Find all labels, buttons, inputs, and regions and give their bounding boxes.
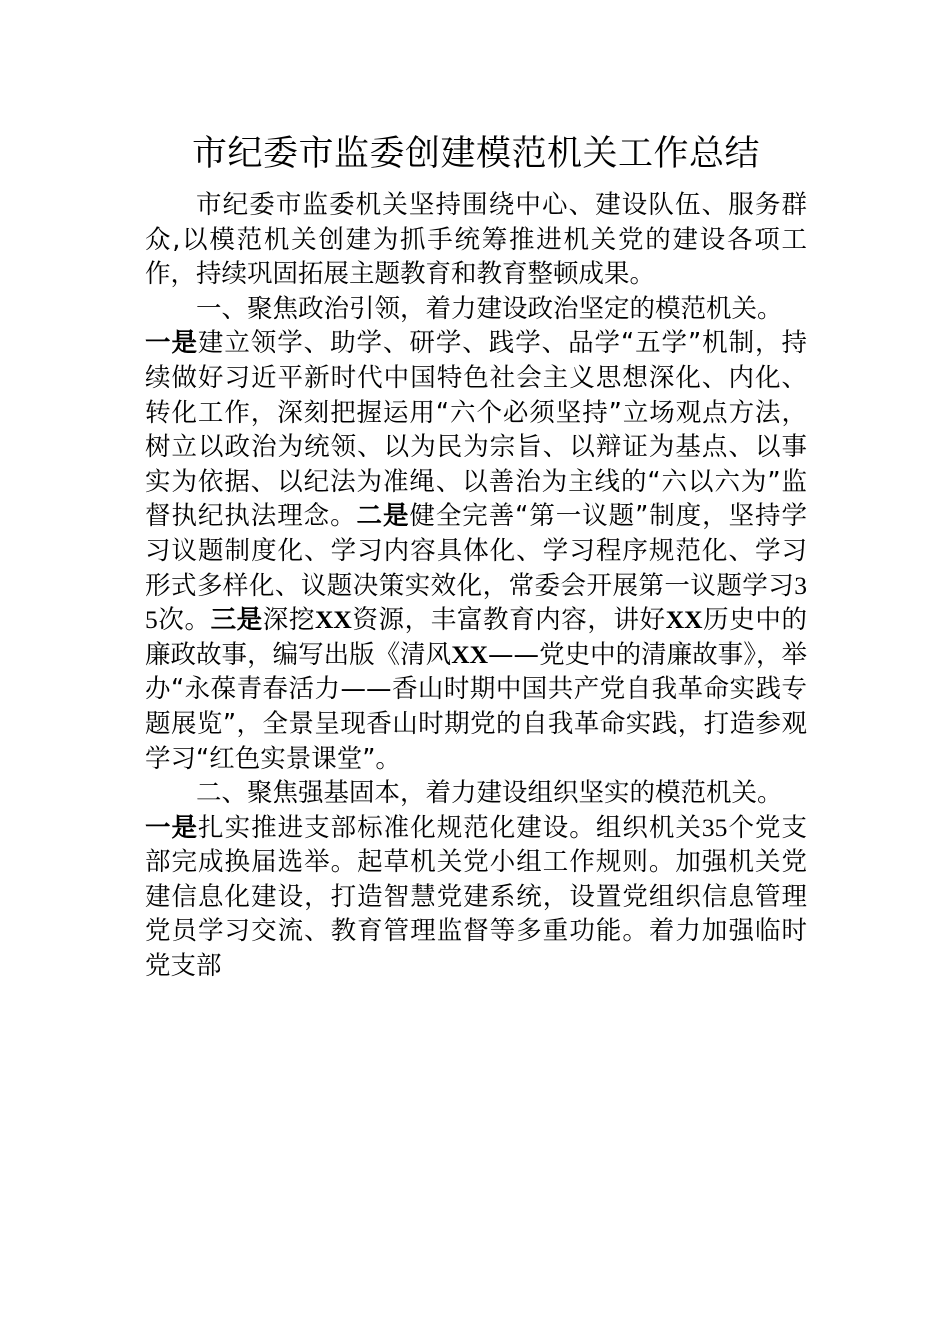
section1-label-1: 一是 bbox=[145, 328, 198, 359]
section2-label-1: 一是 bbox=[145, 812, 199, 843]
document-title: 市纪委市监委创建模范机关工作总结 bbox=[191, 134, 760, 174]
section1-xx-2: XX bbox=[665, 605, 703, 635]
section2-heading: 二、聚焦强基固本，着力建设组织坚实的模范机关。 bbox=[196, 778, 783, 809]
section1-text-3b: 资源，丰富教育内容，讲好 bbox=[351, 605, 666, 636]
section2-num-1: 35 bbox=[701, 812, 728, 842]
section1-body bbox=[145, 326, 807, 776]
section1-num-2: 35 bbox=[145, 570, 807, 635]
section1-heading: 一、聚焦政治引领，着力建设政治坚定的模范机关。 bbox=[196, 293, 783, 324]
section2-text-1b: 个党支部完成换届选举。起草机关党小组工作规则。加强机关党建信息化建设，打造智慧党建系统，设置党组织信息管理党员学习交流、教育管理监督等多重功能。着力加强临时党支部 bbox=[145, 812, 807, 982]
section1-text-3a: 深挖 bbox=[262, 605, 315, 636]
section1-text-3c: 历史中的廉政故事，编写出版《清风 bbox=[145, 605, 807, 670]
section1-text-2a: 健全完善“第一议题”制度，坚持学习议题制度化、学习内容具体化、学习程序规范化、学习形式多样化、议题决策实效化，常委会开展第一议题学习 bbox=[145, 501, 807, 601]
section2-body bbox=[145, 811, 807, 984]
section1-xx-1: XX bbox=[315, 605, 352, 635]
section2-text-1a: 扎实推进支部标准化规范化建设。组织机关 bbox=[198, 812, 702, 843]
document-page bbox=[145, 128, 807, 984]
section1-label-2: 二是 bbox=[356, 501, 410, 532]
section1-text-3d: ——党史中的清廉故事》，举办“永葆青春活力——香山时期中国共产党自我革命实践专题展览”，全景呈现香山时期党的自我革命实践，打造参观学习“红色实景课堂”。 bbox=[145, 639, 807, 774]
section1-text-2b: 次。 bbox=[157, 605, 211, 636]
intro-paragraph: 市纪委市监委机关坚持围绕中心、建设队伍、服务群众,以模范机关创建为抓手统筹推进机关党的建设各项工作，持续巩固拓展主题教育和教育整顿成果。 bbox=[145, 190, 807, 290]
section1-xx-3: XX bbox=[451, 639, 489, 669]
section1-label-3: 三是 bbox=[210, 605, 263, 636]
section1-text-1: 建立领学、助学、研学、践学、品学“五学”机制，持续做好习近平新时代中国特色社会主义思想深化、内化、转化工作，深刻把握运用“六个必须坚持”立场观点方法，树立以政治为统领、以为民为宗旨、以辩证为基点、以事实为依据、以纪法为准绳、以善治为主线的“六以六为”监督执纪执法理念。 bbox=[145, 328, 807, 532]
